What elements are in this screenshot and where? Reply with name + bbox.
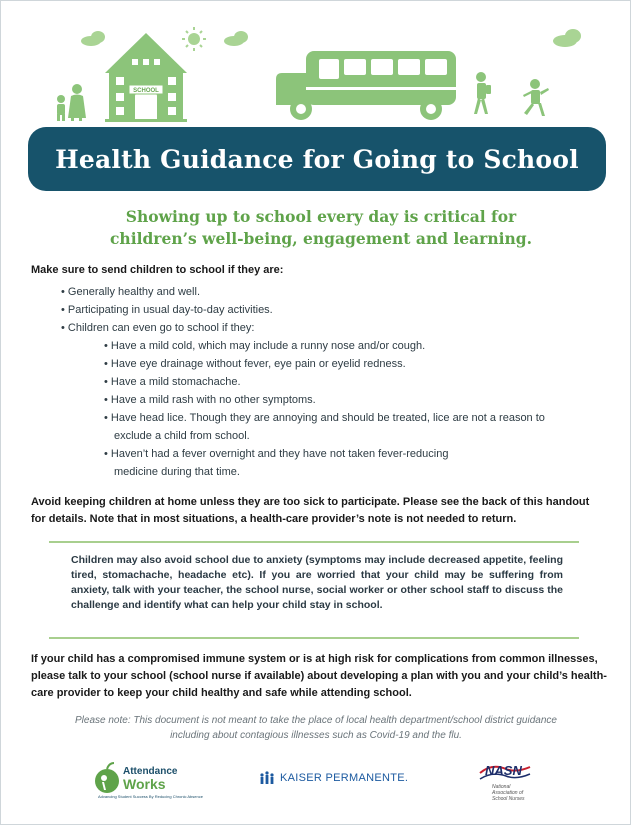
cloud-mid-icon <box>224 31 248 46</box>
avoid-paragraph: Avoid keeping children at home unless they are too sick to participate. Please see the back of this handout for details. Note that in most situations, a health-care provider’s note is not needed to return. <box>31 496 590 525</box>
list-item: • Have eye drainage without fever, eye pain or eyelid redness. <box>104 355 584 373</box>
list-item: • Have a mild rash with no other symptoms. <box>104 391 584 409</box>
subtitle-line-2: children’s well-being, engagement and learning. <box>109 229 532 248</box>
attendance-logo-line1: Attendance <box>123 766 178 777</box>
apple-icon <box>93 761 121 795</box>
divider-bottom <box>49 637 579 639</box>
header-illustration <box>1 1 631 131</box>
attendance-works-logo <box>93 759 203 803</box>
subtitle-line-1: Showing up to school every day is critical for <box>125 207 517 226</box>
sun-icon <box>182 27 206 51</box>
cloud-right-icon <box>553 29 581 47</box>
kaiser-people-icon <box>259 770 275 786</box>
list-item: • Have head lice. Though they are annoying and should be treated, lice are not a reason to exclude a child from school. <box>104 409 584 445</box>
parent-child-icon <box>57 84 86 121</box>
subtitle <box>41 206 601 250</box>
send-list <box>61 283 273 337</box>
list-item: • Generally healthy and well. <box>61 283 273 301</box>
running-child-icon <box>523 79 549 116</box>
school-bus-icon <box>276 51 456 120</box>
page-title: Health Guidance for Going to School <box>55 144 579 174</box>
list-item: • Have a mild cold, which may include a runny nose and/or cough. <box>104 337 584 355</box>
mild-symptoms-list <box>104 337 584 481</box>
list-item: • Children can even go to school if they: <box>61 319 273 337</box>
immune-paragraph: If your child has a compromised immune system or is at high risk for complications from common illnesses, please talk to your school (school nurse if available) about developing a plan with you and your child’s health-care provider to keep your child healthy and safe while attending school. <box>31 653 607 699</box>
divider-top <box>49 541 579 543</box>
kaiser-logo-text: KAISER PERMANENTE. <box>280 772 409 784</box>
list-item: • Participating in usual day-to-day activities. <box>61 301 273 319</box>
intro-text: Make sure to send children to school if they are: <box>31 264 284 276</box>
cloud-left-icon <box>81 31 105 46</box>
walking-child-icon <box>474 72 491 114</box>
anxiety-paragraph: Children may also avoid school due to anxiety (symptoms may include decreased appetite, feeling tired, stomachache, headache etc). If you are worried that your child may be suffering from anxiety, talk with your teacher, the school nurse, social worker or other school staff to discuss the challenge and identify what can help your child stay in school. <box>71 554 563 611</box>
list-item: • Have a mild stomachache. <box>104 373 584 391</box>
kaiser-permanente-logo <box>259 768 408 788</box>
nasn-logo-subtext: National Association of School Nurses <box>492 784 525 802</box>
attendance-logo-line2: Works <box>123 776 166 792</box>
list-item: • Haven’t had a fever overnight and they have not taken fever-reducing medicine during that time. <box>104 445 474 481</box>
school-building-icon <box>105 33 187 122</box>
school-sign: SCHOOL <box>133 88 159 94</box>
title-banner <box>28 127 606 191</box>
nasn-logo <box>476 759 536 809</box>
nasn-logo-text: NASN <box>485 763 522 778</box>
attendance-logo-tagline: Advancing Student Success By Reducing Chronic Absence <box>98 794 203 799</box>
disclaimer-note: Please note: This document is not meant to take the place of local health department/school district guidance including about contagious illnesses such as Covid-19 and the flu. <box>75 715 557 741</box>
